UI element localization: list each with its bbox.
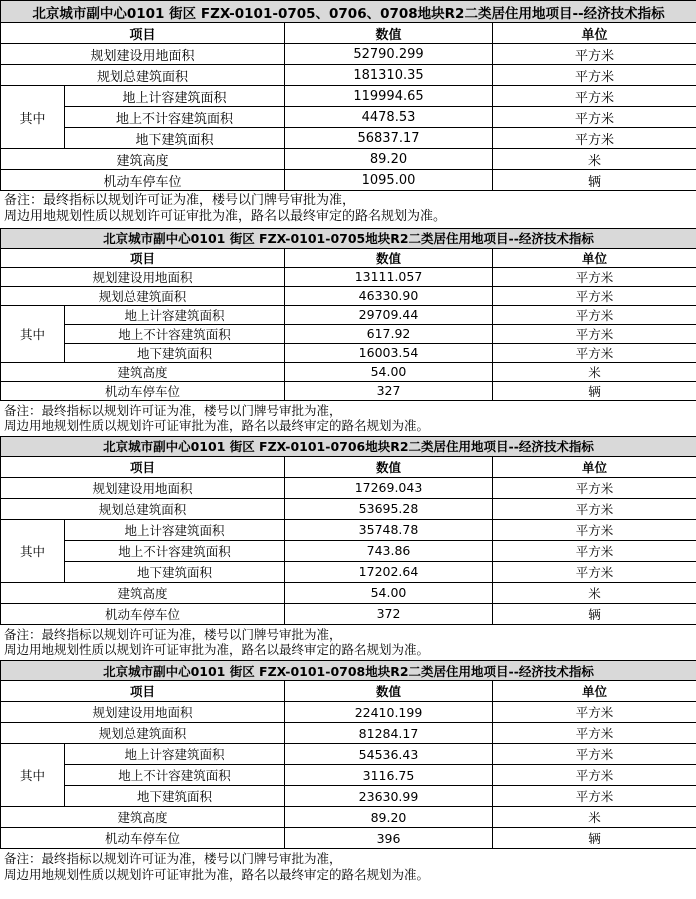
row-label: 规划总建筑面积 (1, 286, 285, 305)
row-label: 地上计容建筑面积 (65, 744, 285, 765)
row-label: 建筑高度 (1, 582, 285, 603)
table-row (1, 498, 696, 519)
row-value: 13111.057 (285, 267, 493, 286)
note-line: 备注：最终指标以规划许可证为准，楼号以门牌号审批为准， (4, 193, 356, 208)
row-label: 地上计容建筑面积 (65, 305, 285, 324)
header-value: 数值 (285, 248, 493, 267)
header-value: 数值 (285, 681, 493, 702)
table-row (1, 603, 696, 624)
row-value: 17202.64 (285, 561, 493, 582)
row-value: 743.86 (285, 540, 493, 561)
table-row (1, 324, 696, 343)
table-row (1, 807, 696, 828)
note-line: 备注：最终指标以规划许可证为准，楼号以门牌号审批为准， (4, 626, 342, 642)
indicator-table (0, 0, 696, 191)
group-label: 其中 (1, 744, 65, 807)
table-title: 北京城市副中心0101 街区 FZX-0101-0705、0706、0708地块R2二类居住用地项目--经济技术指标 (1, 1, 696, 23)
table-note (0, 625, 696, 660)
table-note (0, 191, 696, 228)
note-line: 周边用地规划性质以规划许可证审批为准，路名以最终审定的路名规划为准。 (4, 418, 430, 434)
row-value: 35748.78 (285, 519, 493, 540)
row-value: 56837.17 (285, 128, 493, 149)
header-unit: 单位 (493, 248, 696, 267)
row-label: 地上不计容建筑面积 (65, 765, 285, 786)
note-line: 周边用地规划性质以规划许可证审批为准，路名以最终审定的路名规划为准。 (4, 866, 430, 882)
note-line: 周边用地规划性质以规划许可证审批为准，路名以最终审定的路名规划为准。 (4, 642, 430, 658)
indicator-block (0, 436, 696, 660)
row-value: 4478.53 (285, 107, 493, 128)
row-unit: 平方米 (493, 702, 696, 723)
table-row (1, 267, 696, 286)
row-unit: 平方米 (493, 540, 696, 561)
group-label: 其中 (1, 519, 65, 582)
indicator-table (0, 228, 696, 401)
row-label: 地下建筑面积 (65, 343, 285, 362)
row-label: 地下建筑面积 (65, 561, 285, 582)
row-unit: 平方米 (493, 44, 696, 65)
table-row (1, 149, 696, 170)
row-value: 29709.44 (285, 305, 493, 324)
header-value: 数值 (285, 23, 493, 44)
header-item: 项目 (1, 23, 285, 44)
row-value: 23630.99 (285, 786, 493, 807)
row-value: 3116.75 (285, 765, 493, 786)
indicator-block (0, 0, 696, 228)
row-unit: 平方米 (493, 65, 696, 86)
header-row (1, 456, 696, 477)
note-line: 周边用地规划性质以规划许可证审批为准，路名以最终审定的路名规划为准。 (4, 209, 447, 225)
indicator-block (0, 660, 696, 884)
table-note (0, 401, 696, 436)
table-row (1, 128, 696, 149)
table-row (1, 44, 696, 65)
row-unit: 米 (493, 149, 696, 170)
row-value: 54536.43 (285, 744, 493, 765)
table-row (1, 305, 696, 324)
table-row (1, 765, 696, 786)
table-row (1, 519, 696, 540)
row-unit: 米 (493, 362, 696, 381)
table-row (1, 286, 696, 305)
indicator-table (0, 436, 696, 625)
row-label: 机动车停车位 (1, 828, 285, 849)
row-value: 1095.00 (285, 170, 493, 191)
row-label: 建筑高度 (1, 362, 285, 381)
row-unit: 平方米 (493, 498, 696, 519)
header-unit: 单位 (493, 456, 696, 477)
row-label: 规划建设用地面积 (1, 44, 285, 65)
row-value: 89.20 (285, 807, 493, 828)
row-value: 54.00 (285, 362, 493, 381)
table-row (1, 786, 696, 807)
row-label: 地上不计容建筑面积 (65, 540, 285, 561)
row-value: 89.20 (285, 149, 493, 170)
row-unit: 平方米 (493, 286, 696, 305)
row-unit: 平方米 (493, 305, 696, 324)
row-value: 53695.28 (285, 498, 493, 519)
row-value: 327 (285, 381, 493, 400)
row-label: 规划总建筑面积 (1, 498, 285, 519)
row-value: 46330.90 (285, 286, 493, 305)
table-row (1, 582, 696, 603)
table-row (1, 744, 696, 765)
table-title-row (1, 228, 696, 248)
row-label: 机动车停车位 (1, 381, 285, 400)
row-unit: 辆 (493, 170, 696, 191)
header-value: 数值 (285, 456, 493, 477)
row-unit: 平方米 (493, 765, 696, 786)
table-note (0, 849, 696, 884)
header-row (1, 681, 696, 702)
table-row (1, 65, 696, 86)
table-row (1, 828, 696, 849)
group-label: 其中 (1, 305, 65, 362)
row-unit: 平方米 (493, 86, 696, 107)
header-item: 项目 (1, 456, 285, 477)
header-item: 项目 (1, 681, 285, 702)
row-unit: 平方米 (493, 343, 696, 362)
row-value: 617.92 (285, 324, 493, 343)
row-label: 地下建筑面积 (65, 786, 285, 807)
table-row (1, 362, 696, 381)
row-unit: 平方米 (493, 786, 696, 807)
row-label: 规划总建筑面积 (1, 65, 285, 86)
table-row (1, 107, 696, 128)
header-unit: 单位 (493, 681, 696, 702)
row-value: 372 (285, 603, 493, 624)
row-unit: 平方米 (493, 324, 696, 343)
row-label: 地上不计容建筑面积 (65, 324, 285, 343)
note-line: 备注：最终指标以规划许可证为准，楼号以门牌号审批为准， (4, 851, 342, 866)
row-unit: 平方米 (493, 561, 696, 582)
row-label: 规划建设用地面积 (1, 267, 285, 286)
row-unit: 平方米 (493, 107, 696, 128)
row-value: 396 (285, 828, 493, 849)
table-row (1, 540, 696, 561)
row-value: 16003.54 (285, 343, 493, 362)
row-unit: 辆 (493, 381, 696, 400)
header-unit: 单位 (493, 23, 696, 44)
table-title: 北京城市副中心0101 街区 FZX-0101-0705地块R2二类居住用地项目--经济技术指标 (1, 228, 696, 248)
row-unit: 平方米 (493, 519, 696, 540)
note-line: 备注：最终指标以规划许可证为准，楼号以门牌号审批为准， (4, 402, 342, 418)
row-unit: 辆 (493, 828, 696, 849)
table-title-row (1, 1, 696, 23)
row-unit: 平方米 (493, 267, 696, 286)
row-unit: 平方米 (493, 477, 696, 498)
table-row (1, 170, 696, 191)
row-label: 地上计容建筑面积 (65, 86, 285, 107)
table-row (1, 86, 696, 107)
row-label: 建筑高度 (1, 807, 285, 828)
row-value: 119994.65 (285, 86, 493, 107)
header-row (1, 23, 696, 44)
table-row (1, 702, 696, 723)
row-value: 22410.199 (285, 702, 493, 723)
table-row (1, 381, 696, 400)
row-value: 52790.299 (285, 44, 493, 65)
table-title-row (1, 436, 696, 456)
table-row (1, 561, 696, 582)
row-unit: 米 (493, 807, 696, 828)
row-label: 规划建设用地面积 (1, 702, 285, 723)
header-row (1, 248, 696, 267)
table-title-row (1, 661, 696, 681)
table-title: 北京城市副中心0101 街区 FZX-0101-0706地块R2二类居住用地项目--经济技术指标 (1, 436, 696, 456)
row-label: 地上计容建筑面积 (65, 519, 285, 540)
row-label: 规划总建筑面积 (1, 723, 285, 744)
row-unit: 平方米 (493, 723, 696, 744)
table-title: 北京城市副中心0101 街区 FZX-0101-0708地块R2二类居住用地项目--经济技术指标 (1, 661, 696, 681)
row-label: 机动车停车位 (1, 603, 285, 624)
row-label: 建筑高度 (1, 149, 285, 170)
table-row (1, 477, 696, 498)
indicator-table (0, 660, 696, 849)
row-value: 54.00 (285, 582, 493, 603)
indicator-block (0, 228, 696, 436)
row-unit: 平方米 (493, 128, 696, 149)
row-value: 17269.043 (285, 477, 493, 498)
group-label: 其中 (1, 86, 65, 149)
row-label: 机动车停车位 (1, 170, 285, 191)
row-label: 地上不计容建筑面积 (65, 107, 285, 128)
row-value: 181310.35 (285, 65, 493, 86)
row-value: 81284.17 (285, 723, 493, 744)
row-label: 规划建设用地面积 (1, 477, 285, 498)
row-unit: 辆 (493, 603, 696, 624)
header-item: 项目 (1, 248, 285, 267)
table-row (1, 343, 696, 362)
row-unit: 平方米 (493, 744, 696, 765)
row-unit: 米 (493, 582, 696, 603)
table-row (1, 723, 696, 744)
row-label: 地下建筑面积 (65, 128, 285, 149)
